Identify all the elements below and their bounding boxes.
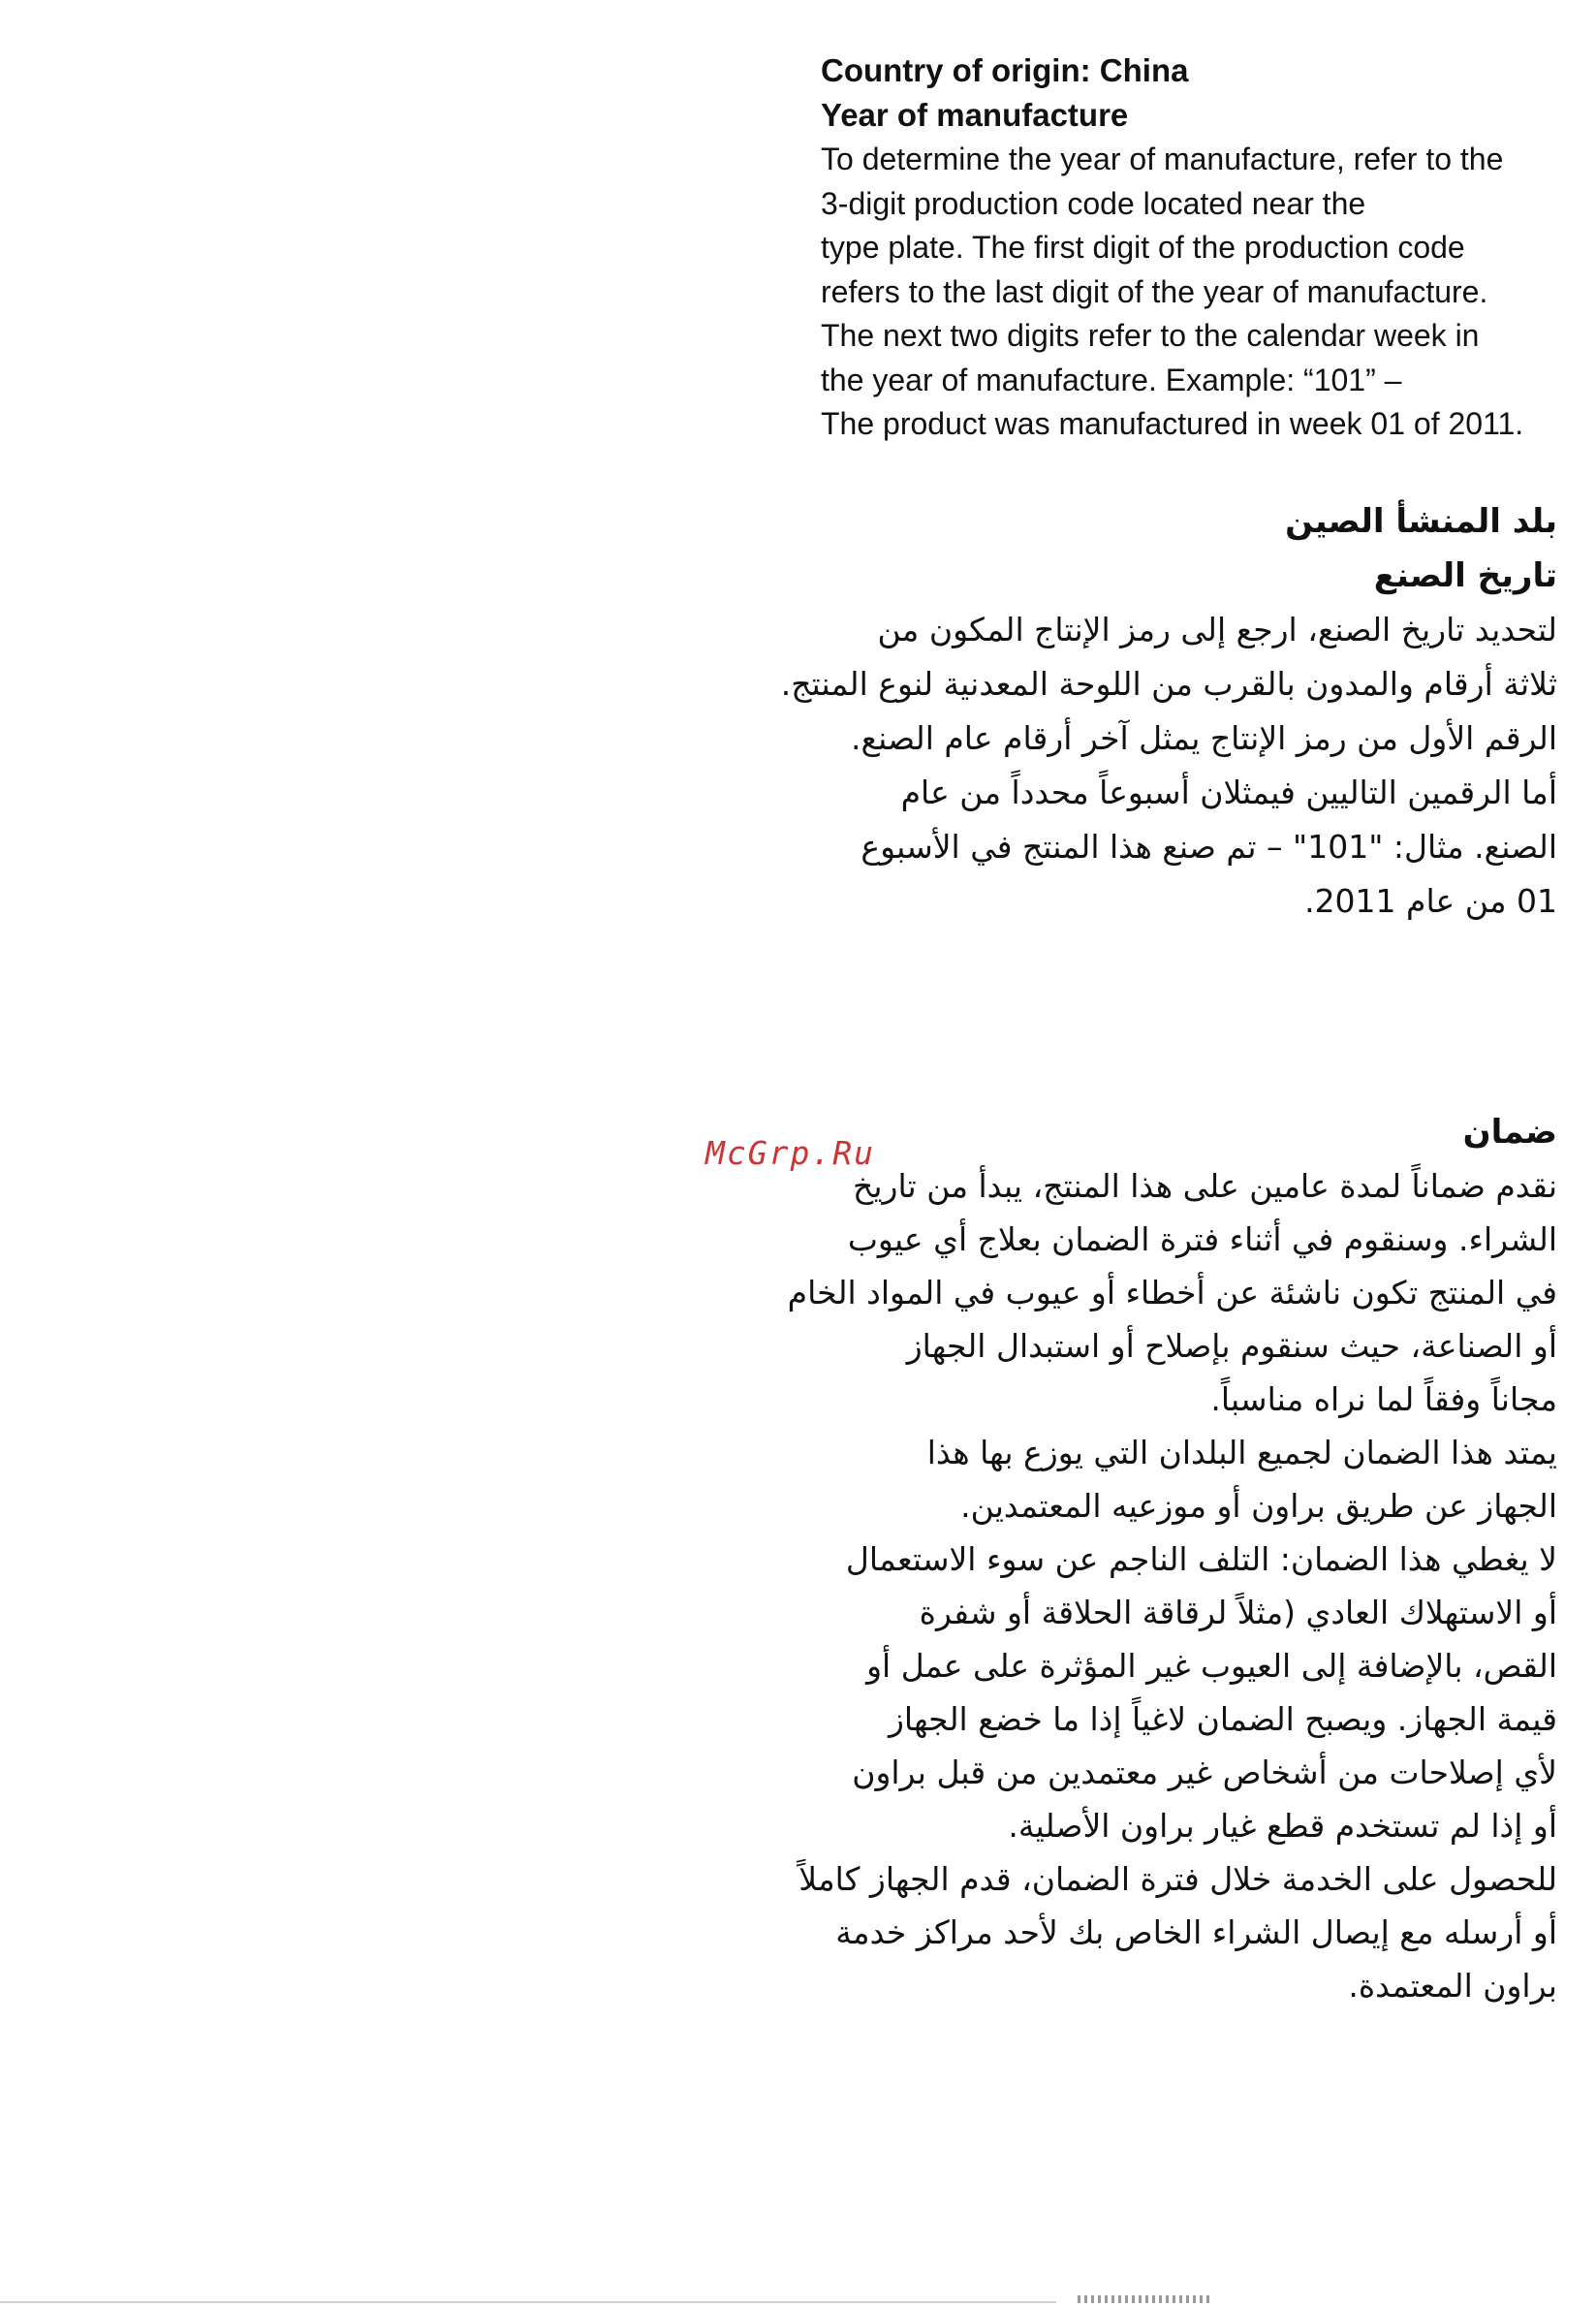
- warranty-text-line: يمتد هذا الضمان لجميع البلدان التي يوزع بها هذا: [926, 1434, 1557, 1471]
- english-text-line: type plate. The first digit of the production code: [821, 230, 1465, 265]
- warranty-text-line: لا يغطي هذا الضمان: التلف الناجم عن سوء الاستعمال: [845, 1540, 1557, 1578]
- arabic-text-line: أما الرقمين التاليين فيمثلان أسبوعاً محدداً من عام: [900, 774, 1557, 811]
- crop-marks: [1078, 2295, 1213, 2303]
- warranty-text-line: أو الاستهلاك العادي (مثلاً لرقاقة الحلاقة أو شفرة: [919, 1594, 1557, 1631]
- english-text-line: The product was manufactured in week 01 of 2011.: [821, 406, 1524, 441]
- warranty-text-line: في المنتج تكون ناشئة عن أخطاء أو عيوب في المواد الخام: [787, 1274, 1557, 1312]
- arabic-text-line: 01 من عام 2011.: [1304, 882, 1557, 920]
- warranty-text-line: براون المعتمدة.: [1348, 1967, 1557, 2005]
- country-of-origin-heading: Country of origin: China: [821, 52, 1189, 88]
- warranty-text-line: أو إذا لم تستخدم قطع غيار براون الأصلية.: [1008, 1807, 1557, 1845]
- warranty-text-line: القص، بالإضافة إلى العيوب غير المؤثرة على عمل أو: [866, 1647, 1557, 1685]
- warranty-heading: ضمان: [1462, 1113, 1557, 1152]
- arabic-text-line: الرقم الأول من رمز الإنتاج يمثل آخر أرقام عام الصنع.: [851, 719, 1557, 757]
- year-of-manufacture-heading: Year of manufacture: [821, 97, 1129, 133]
- arabic-year-heading: تاريخ الصنع: [1373, 556, 1557, 595]
- english-text-line: The next two digits refer to the calendar week in: [821, 318, 1480, 353]
- warranty-text-line: لأي إصلاحات من أشخاص غير معتمدين من قبل براون: [852, 1754, 1557, 1791]
- warranty-text-line: نقدم ضماناً لمدة عامين على هذا المنتج، يبدأ من تاريخ: [853, 1167, 1557, 1205]
- arabic-origin-section: [782, 494, 1557, 929]
- english-text-line: refers to the last digit of the year of manufacture.: [821, 273, 1488, 309]
- warranty-text-line: الشراء. وسنقوم في أثناء فترة الضمان بعلاج أي عيوب: [847, 1220, 1557, 1258]
- warranty-text-line: للحصول على الخدمة خلال فترة الضمان، قدم الجهاز كاملاً: [798, 1860, 1557, 1898]
- arabic-warranty-section: [782, 1105, 1557, 2012]
- english-origin-section: [821, 48, 1557, 447]
- arabic-text-line: الصنع. مثال: "101" – تم صنع هذا المنتج في الأسبوع: [861, 828, 1557, 866]
- arabic-text-line: لتحديد تاريخ الصنع، ارجع إلى رمز الإنتاج المكون من: [877, 611, 1557, 648]
- warranty-text-line: قيمة الجهاز. ويصبح الضمان لاغياً إذا ما خضع الجهاز: [888, 1700, 1557, 1738]
- arabic-text-line: ثلاثة أرقام والمدون بالقرب من اللوحة المعدنية لنوع المنتج.: [780, 665, 1557, 703]
- english-text-line: 3-digit production code located near the: [821, 185, 1366, 221]
- arabic-country-heading: بلد المنشأ الصين: [1285, 502, 1557, 541]
- warranty-text-line: مجاناً وفقاً لما نراه مناسباً.: [1210, 1380, 1557, 1418]
- english-text-line: the year of manufacture. Example: “101” –: [821, 362, 1402, 397]
- warranty-text-line: أو أرسله مع إيصال الشراء الخاص بك لأحد مراكز خدمة: [835, 1913, 1557, 1951]
- english-text-line: To determine the year of manufacture, refer to the: [821, 142, 1504, 176]
- page-bottom-rule: [0, 2301, 1056, 2303]
- warranty-text-line: الجهاز عن طريق براون أو موزعيه المعتمدين.: [960, 1487, 1557, 1525]
- watermark-text: McGrp.Ru: [705, 1134, 875, 1172]
- warranty-text-line: أو الصناعة، حيث سنقوم بإصلاح أو استبدال الجهاز: [906, 1327, 1557, 1365]
